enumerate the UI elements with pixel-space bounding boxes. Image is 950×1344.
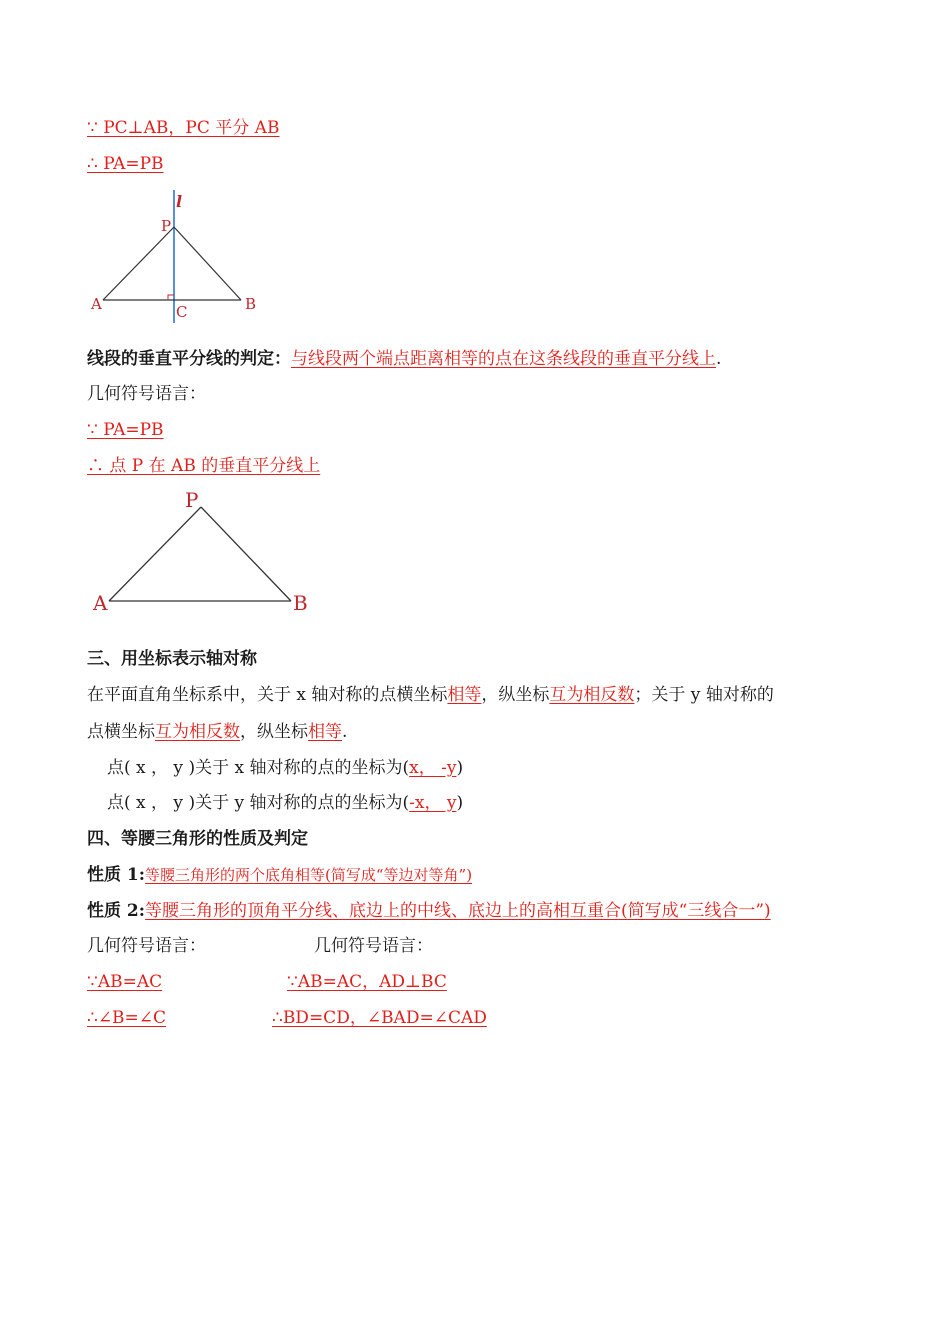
geometry-language-label-1: 几何符号语言： (87, 936, 206, 956)
section-3-paragraph-line-1: 在平面直角坐标系中，关于 x 轴对称的点横坐标相等，纵坐标互为相反数；关于 y 轴对称的 (87, 685, 774, 705)
label-a: A (93, 591, 108, 615)
y-axis-symmetry-rule: 点( x ， y )关于 y 轴对称的点的坐标为(-x， y) (107, 793, 464, 813)
label-l: l (176, 192, 183, 211)
label-c: C (176, 303, 188, 321)
given-ab-ac-ad-bc: ∵AB=AC，AD⊥BC (287, 972, 447, 992)
judgement-text: 与线段两个端点距离相等的点在这条线段的垂直平分线上 (291, 349, 716, 369)
figure-perpendicular-bisector (85, 185, 275, 325)
property-2: 性质 2:等腰三角形的顶角平分线、底边上的中线、底边上的高相互重合(简写成“三线合一”) (87, 901, 771, 921)
conclusion-bd-cd: ∴BD=CD，∠BAD=∠CAD (272, 1008, 487, 1028)
given-pc-perpendicular: ∵ PC⊥AB，PC 平分 AB (87, 118, 280, 138)
section-3-title: 三、用坐标表示轴对称 (87, 649, 257, 669)
given-pa-pb: ∵ PA=PB (87, 420, 164, 440)
x-axis-symmetry-rule: 点( x ， y )关于 x 轴对称的点的坐标为(x， -y) (107, 758, 464, 778)
figure-triangle-pab (85, 485, 325, 615)
conclusion-angle-b-c: ∴∠B=∠C (87, 1008, 167, 1028)
label-b: B (245, 295, 257, 313)
geometry-language-label: 几何符号语言： (87, 384, 206, 404)
segment-pb (201, 507, 291, 601)
label-b: B (293, 591, 308, 615)
label-p: P (161, 217, 172, 235)
label-p: P (185, 488, 199, 512)
geometry-language-label-2: 几何符号语言： (314, 936, 433, 956)
judgement-line: 线段的垂直平分线的判定：与线段两个端点距离相等的点在这条线段的垂直平分线上. (87, 349, 722, 369)
right-angle-mark (168, 295, 174, 300)
given-ab-ac-1: ∵AB=AC (87, 972, 163, 992)
label-a: A (91, 295, 102, 313)
segment-pa (109, 507, 201, 601)
section-4-title: 四、等腰三角形的性质及判定 (87, 829, 308, 849)
section-3-paragraph-line-2: 点横坐标互为相反数，纵坐标相等. (87, 722, 348, 742)
segment-pb (174, 227, 241, 300)
property-1: 性质 1:等腰三角形的两个底角相等(简写成“等边对等角”) (87, 865, 473, 885)
segment-pa (103, 227, 174, 300)
conclusion-on-bisector: ∴ 点 P 在 AB 的垂直平分线上 (87, 456, 321, 476)
judgement-label: 线段的垂直平分线的判定： (87, 349, 291, 369)
conclusion-pa-pb: ∴ PA=PB (87, 154, 164, 174)
